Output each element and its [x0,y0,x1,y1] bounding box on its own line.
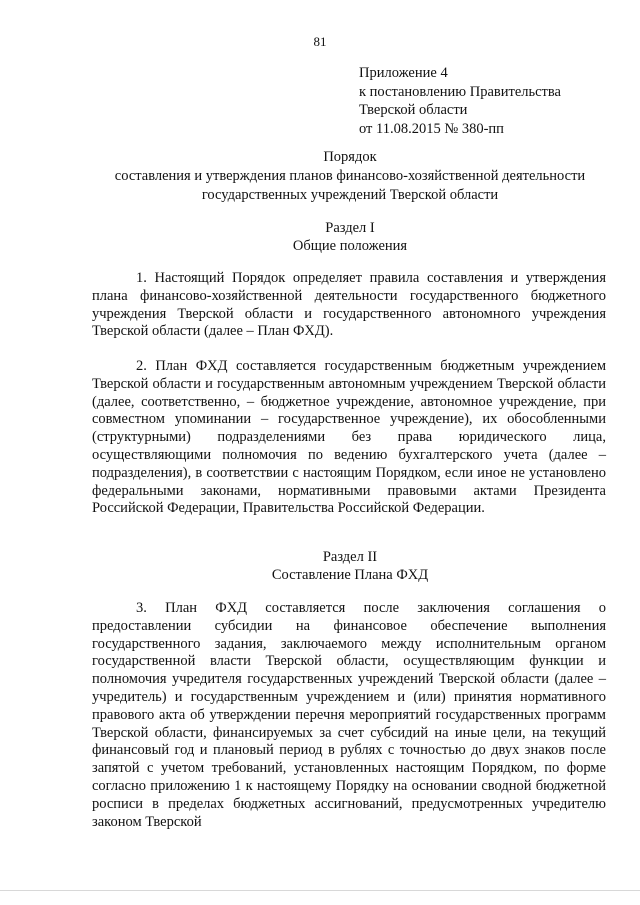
section-2-subheading: Составление Плана ФХД [271,567,429,583]
title-line-3: государственных учреждений Тверской области [201,187,499,203]
paragraph-2: 2. План ФХД составляется государственным бюджетным учреждением Тверской области и государственным автономным учреждением Тверской области (далее, соответственно, – бюджетное учреждение, автономное учреждение, при совместном упоминании – государственное учреждение), их обособленными (структурными) подразделениями без права юридического лица, осуществляющими полномочия по ведению бухгалтерского учета (далее – подразделения), в соответствии с настоящим Порядком, если иное не установлено федеральными законами, нормативными правовыми актами Президента Российской Федерации, Правительства Российской Федерации. [92,358,606,517]
paragraph-1: 1. Настоящий Порядок определяет правила составления и утверждения плана финансово-хозяйственной деятельности государственного бюджетного учреждения Тверской области и государственного автономного учреждения Тверской области (далее – План ФХД). [92,270,606,340]
paragraph-3: 3. План ФХД составляется после заключения соглашения о предоставлении субсидии на финансовое обеспечение выполнения государственного задания, заключаемого между исполнительным органом государственной власти Тверской области, осуществляющим функции и полномочия учредителя государственных учреждений Тверской области (далее – учредитель) и государственным учреждением и (или) принятия нормативного правового акта об утверждении перечня мероприятий государственных программ Тверской области, финансируемых за счет субсидий на иные цели, на текущий финансовый год и плановый период в рублях с точностью до двух знаков после запятой с учетом требований, установленных настоящим Порядком, по форме согласно приложению 1 к настоящему Порядку на основании сводной бюджетной росписи в пределах бюджетных ассигнований, предусмотренных учредителю законом Тверской [92,600,606,830]
title-line-1: Порядок [323,149,377,165]
appendix-line-4: от 11.08.2015 № 380-пп [359,120,504,137]
section-1-heading: Раздел I [325,220,375,236]
title-line-2: составления и утверждения планов финансово-хозяйственной деятельности [114,168,586,184]
appendix-line-3: Тверской области [359,102,468,118]
appendix-line-2: к постановлению Правительства [359,83,561,100]
appendix-line-1: Приложение 4 [359,65,448,81]
section-2-heading: Раздел II [322,549,378,565]
scan-edge-line [0,890,640,891]
appendix-block [359,64,619,138]
document-title [92,148,608,205]
section-1-subheading: Общие положения [292,238,408,254]
page-number: 81 [313,34,327,49]
